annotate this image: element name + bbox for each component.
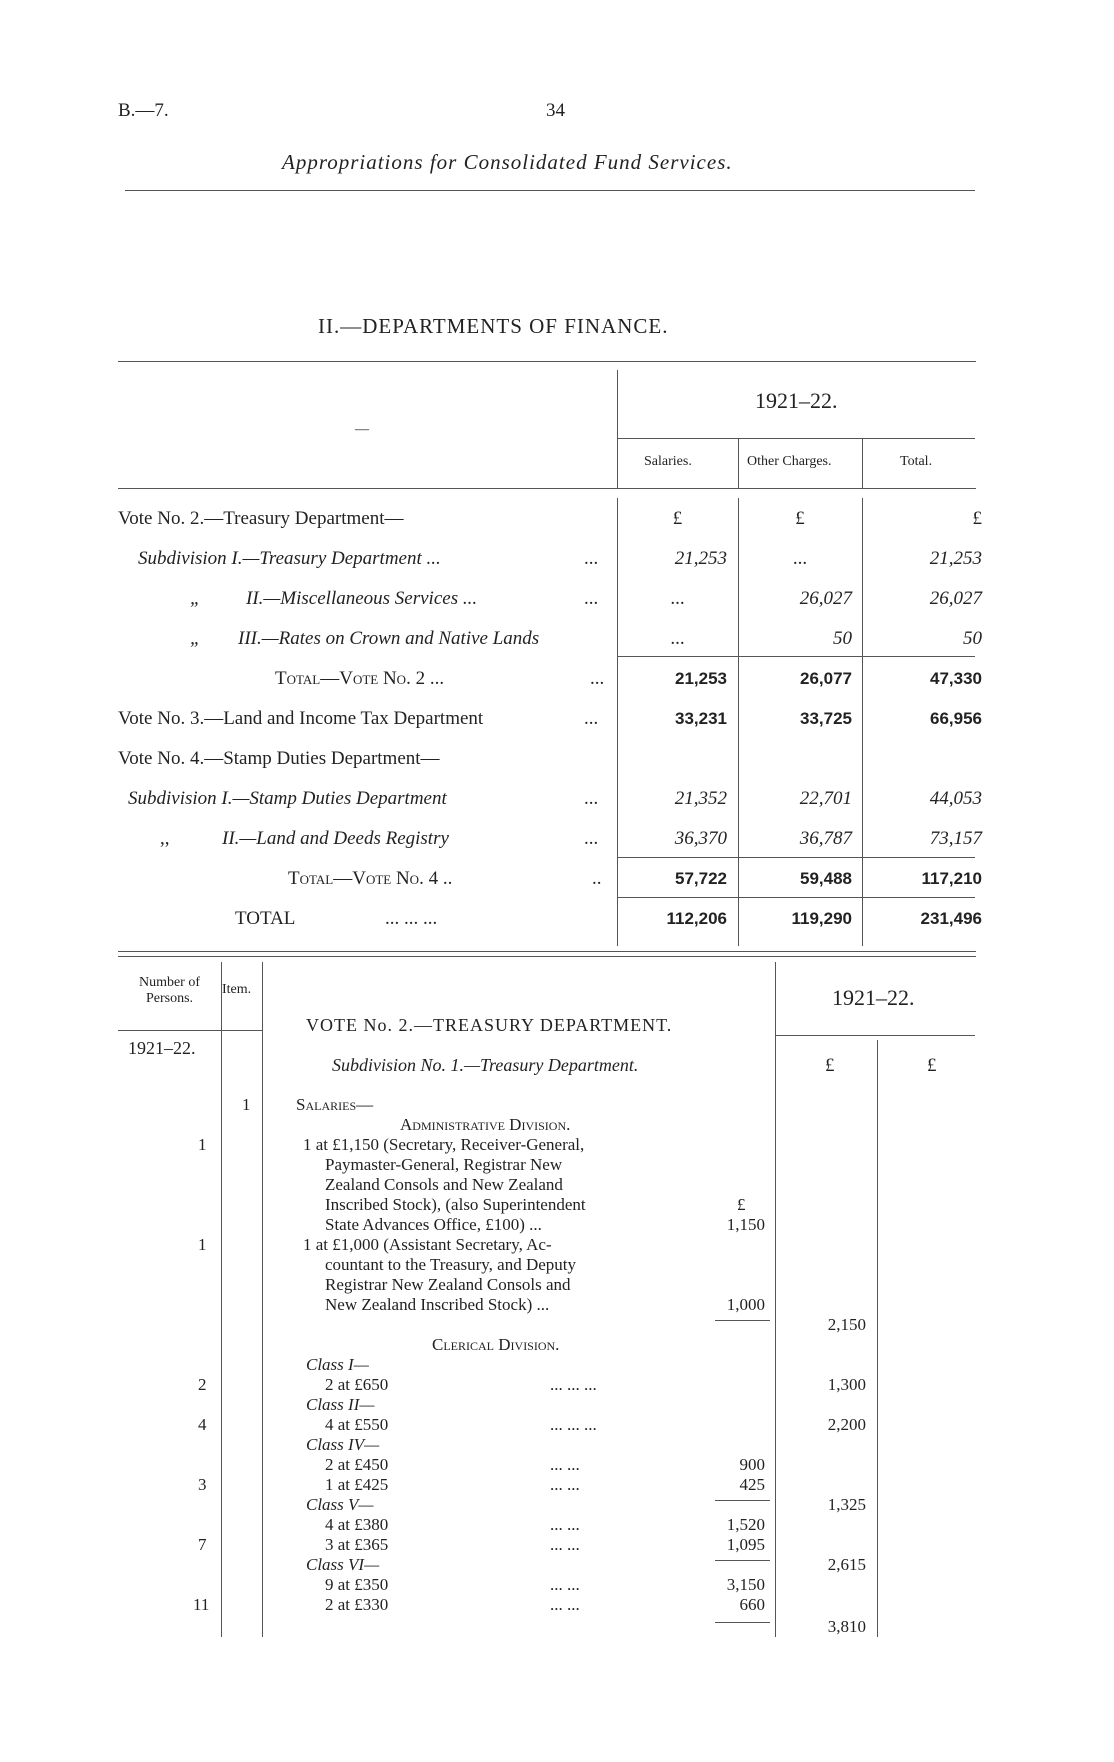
row-dots: ... bbox=[584, 548, 599, 569]
row-dots: ... ... ... bbox=[385, 908, 438, 929]
year-rule bbox=[617, 438, 975, 439]
class-line-amount: 660 bbox=[739, 1595, 765, 1614]
total-rule bbox=[617, 897, 975, 898]
row-label: Total—Vote No. 2 ... bbox=[275, 668, 445, 689]
class-persons: 7 bbox=[198, 1535, 207, 1554]
vote-title: VOTE No. 2.—TREASURY DEPARTMENT. bbox=[306, 1015, 673, 1035]
row-label: Vote No. 3.—Land and Income Tax Department bbox=[118, 708, 484, 729]
subdivision-title: Subdivision No. 1.—Treasury Department. bbox=[332, 1055, 639, 1075]
row-dots: .. bbox=[592, 868, 602, 889]
page-title: Appropriations for Consolidated Fund Services. bbox=[282, 150, 733, 174]
row-total: 66,956 bbox=[930, 709, 982, 728]
admin-persons-1: 1 bbox=[198, 1135, 207, 1154]
class-line-dots: ... ... bbox=[550, 1575, 580, 1594]
row-label: III.—Rates on Crown and Native Lands bbox=[238, 628, 540, 649]
class-line-dots: ... ... ... bbox=[550, 1415, 597, 1434]
item-number: 1 bbox=[242, 1095, 251, 1114]
row-salaries: ... bbox=[670, 628, 685, 649]
admin-text-2-line: Registrar New Zealand Consols and bbox=[325, 1275, 571, 1294]
row-other: 119,290 bbox=[791, 909, 852, 928]
class-line-amount: 3,150 bbox=[726, 1575, 765, 1594]
row-other: 26,077 bbox=[800, 669, 852, 688]
row-salaries: 57,722 bbox=[675, 869, 727, 888]
class-name: Class IV— bbox=[306, 1435, 380, 1454]
admin-text-1-line: Inscribed Stock), (also Superintendent bbox=[325, 1195, 586, 1214]
col-salaries: Salaries. bbox=[644, 454, 692, 469]
row-mark: „ bbox=[190, 628, 201, 649]
row-total: 47,330 bbox=[930, 669, 982, 688]
row-label: Subdivision I.—Treasury Department ... bbox=[138, 548, 441, 569]
admin-total: 2,150 bbox=[827, 1315, 866, 1334]
class-line-text: 4 at £550 bbox=[325, 1415, 389, 1434]
row-label: TOTAL bbox=[235, 908, 296, 929]
row-salaries: 112,206 bbox=[666, 909, 727, 928]
row-salaries: 33,231 bbox=[675, 709, 727, 728]
admin-text-1-line: Zealand Consols and New Zealand bbox=[325, 1175, 563, 1194]
summary-bottom-rule-1 bbox=[118, 951, 976, 952]
clerical-division-heading: Clerical Division. bbox=[432, 1335, 560, 1354]
col-divider-1 bbox=[738, 438, 739, 488]
row-salaries: £ bbox=[672, 508, 683, 529]
admin-text-1-line: Paymaster-General, Registrar New bbox=[325, 1155, 563, 1174]
class-line-text: 1 at £425 bbox=[325, 1475, 389, 1494]
admin-pound: £ bbox=[737, 1195, 746, 1214]
class-line-dots: ... ... bbox=[550, 1515, 580, 1534]
header-rule bbox=[125, 190, 975, 191]
page-number: 34 bbox=[546, 100, 565, 121]
class-line-amount: 1,520 bbox=[726, 1515, 765, 1534]
row-other: 22,701 bbox=[799, 788, 852, 809]
row-total: £ bbox=[972, 508, 982, 529]
row-total: 26,027 bbox=[929, 588, 982, 609]
detail-year-left: 1921–22. bbox=[128, 1038, 196, 1058]
amount-divider-2 bbox=[877, 1040, 878, 1637]
detail-year-right: 1921–22. bbox=[832, 985, 915, 1010]
row-other: 33,725 bbox=[800, 709, 852, 728]
header-bottom-rule bbox=[118, 488, 976, 489]
class-total: 1,300 bbox=[827, 1375, 866, 1394]
class-persons: 2 bbox=[198, 1375, 207, 1394]
admin-text-1-line: State Advances Office, £100) ... bbox=[325, 1215, 542, 1234]
row-total: 21,253 bbox=[929, 548, 982, 569]
col-number-of-persons: Number of Persons. bbox=[138, 975, 201, 1006]
class-line-text: 3 at £365 bbox=[325, 1535, 389, 1554]
row-dots: ... bbox=[590, 668, 605, 689]
class-persons: 3 bbox=[198, 1475, 207, 1494]
class-line-dots: ... ... bbox=[550, 1455, 580, 1474]
row-label: Vote No. 4.—Stamp Duties Department— bbox=[118, 748, 440, 769]
admin-text-2-line: 1 at £1,000 (Assistant Secretary, Ac- bbox=[303, 1235, 552, 1254]
class-total: 2,615 bbox=[827, 1555, 866, 1574]
class-line-text: 2 at £330 bbox=[325, 1595, 389, 1614]
summary-top-rule bbox=[118, 361, 976, 362]
persons-divider bbox=[221, 962, 222, 1637]
class-name: Class V— bbox=[306, 1495, 374, 1514]
class-line-dots: ... ... ... bbox=[550, 1375, 597, 1394]
row-salaries: 36,370 bbox=[674, 828, 727, 849]
row-total: 50 bbox=[963, 628, 982, 649]
col-divider-2 bbox=[862, 438, 863, 488]
col-other-charges: Other Charges. bbox=[747, 454, 832, 469]
row-label: Subdivision I.—Stamp Duties Department bbox=[128, 788, 447, 809]
row-dots: ... bbox=[584, 588, 599, 609]
class-line-dots: ... ... bbox=[550, 1535, 580, 1554]
class-line-text: 2 at £450 bbox=[325, 1455, 389, 1474]
class-line-text: 4 at £380 bbox=[325, 1515, 389, 1534]
admin-division-heading: Administrative Division. bbox=[400, 1115, 571, 1134]
class-name: Class VI— bbox=[306, 1555, 380, 1574]
detail-year-rule bbox=[775, 1035, 975, 1036]
class-line-text: 2 at £650 bbox=[325, 1375, 389, 1394]
row-dots: ... bbox=[584, 788, 599, 809]
row-salaries: 21,253 bbox=[674, 548, 727, 569]
subtotal-rule-1 bbox=[617, 656, 975, 657]
row-other: ... bbox=[792, 548, 808, 569]
amount-divider-1 bbox=[775, 962, 776, 1637]
col-total: Total. bbox=[900, 454, 933, 469]
class-line-amount: 1,095 bbox=[726, 1535, 765, 1554]
class-total: 2,200 bbox=[827, 1415, 866, 1434]
row-dots: ... bbox=[584, 828, 599, 849]
admin-amount-2: 1,000 bbox=[726, 1295, 765, 1314]
class-line-dots: ... ... bbox=[550, 1595, 580, 1614]
row-other: 36,787 bbox=[799, 828, 852, 849]
class-line-dots: ... ... bbox=[550, 1475, 580, 1494]
row-label: II.—Land and Deeds Registry bbox=[222, 828, 449, 849]
row-dots: ... bbox=[584, 708, 599, 729]
summary-year: 1921–22. bbox=[755, 388, 838, 413]
detail-pound-2: £ bbox=[927, 1055, 937, 1076]
row-salaries: 21,253 bbox=[675, 669, 727, 688]
row-label: Total—Vote No. 4 .. bbox=[288, 868, 453, 889]
class-sum-rule bbox=[715, 1560, 770, 1561]
summary-bottom-rule-2 bbox=[118, 956, 976, 957]
admin-text-2-line: New Zealand Inscribed Stock) ... bbox=[325, 1295, 550, 1314]
document-ref: B.—7. bbox=[118, 100, 169, 121]
class-name: Class I— bbox=[306, 1355, 369, 1374]
row-label: Vote No. 2.—Treasury Department— bbox=[118, 508, 404, 529]
admin-amount-1: 1,150 bbox=[726, 1215, 765, 1234]
row-salaries: 21,352 bbox=[674, 788, 727, 809]
row-total: 73,157 bbox=[929, 828, 982, 849]
admin-persons-2: 1 bbox=[198, 1235, 207, 1254]
class-sum-rule bbox=[715, 1622, 770, 1623]
admin-text-1-line: 1 at £1,150 (Secretary, Receiver-General, bbox=[303, 1135, 585, 1154]
detail-pound-1: £ bbox=[825, 1055, 835, 1076]
class-persons: 4 bbox=[198, 1415, 207, 1434]
salaries-heading: Salaries— bbox=[296, 1095, 374, 1114]
row-other: 26,027 bbox=[799, 588, 852, 609]
class-sum-rule bbox=[715, 1500, 770, 1501]
class-line-amount: 425 bbox=[739, 1475, 765, 1494]
row-other: 50 bbox=[833, 628, 852, 649]
class-persons: 11 bbox=[193, 1595, 210, 1614]
row-total: 117,210 bbox=[921, 869, 982, 888]
class-name: Class II— bbox=[306, 1395, 375, 1414]
subtotal-rule-2 bbox=[617, 857, 975, 858]
row-other: £ bbox=[795, 508, 805, 529]
row-salaries: ... bbox=[670, 588, 685, 609]
row-mark: „ bbox=[190, 588, 201, 609]
class-line-amount: 900 bbox=[739, 1455, 765, 1474]
class-total: 1,325 bbox=[827, 1495, 866, 1514]
row-label: II.—Miscellaneous Services ... bbox=[246, 588, 478, 609]
class-total: 3,810 bbox=[827, 1617, 866, 1636]
row-total: 44,053 bbox=[929, 788, 982, 809]
admin-text-2-line: countant to the Treasury, and Deputy bbox=[325, 1255, 577, 1274]
stub-divider bbox=[617, 370, 618, 488]
section-title: II.—DEPARTMENTS OF FINANCE. bbox=[318, 314, 669, 338]
stub-dash: — bbox=[355, 422, 369, 437]
col-item: Item. bbox=[222, 982, 252, 997]
row-other: 59,488 bbox=[800, 869, 852, 888]
row-total: 231,496 bbox=[920, 909, 982, 928]
row-mark: ,, bbox=[160, 828, 170, 849]
class-line-text: 9 at £350 bbox=[325, 1575, 389, 1594]
detail-head-rule-left bbox=[118, 1030, 262, 1031]
admin-sum-rule bbox=[715, 1320, 770, 1321]
item-divider bbox=[262, 962, 263, 1637]
